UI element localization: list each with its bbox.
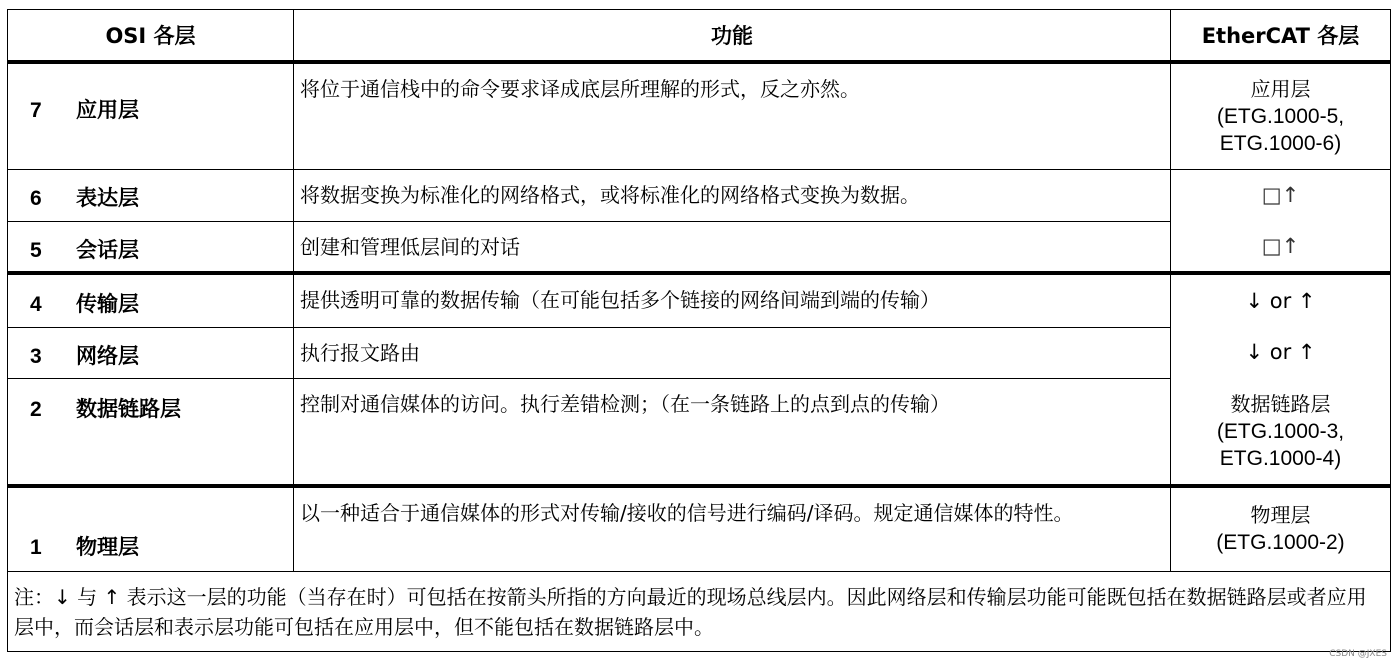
layer-name: 应用层 xyxy=(76,98,139,122)
layer-name: 会话层 xyxy=(76,237,139,262)
table-row xyxy=(8,486,1391,571)
ethercat-datalink-layer xyxy=(1171,378,1391,486)
watermark: CSDN @JXES xyxy=(1329,649,1387,659)
layer-cell xyxy=(8,378,294,486)
ethercat-arrow-cell xyxy=(1171,273,1391,327)
layer-name: 物理层 xyxy=(76,534,139,559)
up-arrow-icon: □↑ xyxy=(1261,233,1300,258)
table-note: 注：↓ 与 ↑ 表示这一层的功能（当存在时）可包括在按箭头所指的方向最近的现场总线层内。因此网络层和传输层功能可能既包括在数据链路层或者应用层中，而会话层和表示层功能可包括在应用层中，但不能包括在数据链路层中。 xyxy=(8,571,1391,651)
table-row xyxy=(8,62,1391,169)
ethercat-ref: (ETG.1000-3, xyxy=(1216,419,1345,443)
function-cell: 提供透明可靠的数据传输（在可能包括多个链接的网络间端到端的传输） xyxy=(294,273,1171,327)
osi-ethercat-table xyxy=(7,9,1391,652)
down-up-arrow-icon: ↓ or ↑ xyxy=(1245,340,1316,364)
ethercat-layer-name: 应用层 xyxy=(1250,76,1311,101)
layer-cell xyxy=(8,62,294,169)
table-row xyxy=(8,273,1391,327)
ethercat-ref: (ETG.1000-5, xyxy=(1216,104,1345,128)
table-row xyxy=(8,327,1391,378)
ethercat-layer-name: 数据链路层 xyxy=(1230,391,1331,416)
layer-cell xyxy=(8,221,294,273)
layer-cell xyxy=(8,273,294,327)
layer-cell xyxy=(8,327,294,378)
function-cell: 控制对通信媒体的访问。执行差错检测；（在一条链路上的点到点的传输） xyxy=(294,378,1171,486)
ethercat-arrow-cell xyxy=(1171,169,1391,221)
layer-number: 3 xyxy=(30,344,42,368)
layer-number: 6 xyxy=(30,186,42,210)
layer-number: 7 xyxy=(30,99,42,122)
layer-number: 5 xyxy=(30,238,42,262)
note-row xyxy=(8,571,1391,651)
ethercat-ref: ETG.1000-4) xyxy=(1219,446,1342,470)
layer-cell xyxy=(8,169,294,221)
down-up-arrow-icon: ↓ or ↑ xyxy=(1245,288,1316,313)
layer-name: 网络层 xyxy=(76,343,139,368)
ethercat-arrow-cell xyxy=(1171,221,1391,273)
table-row xyxy=(8,169,1391,221)
header-ethercat: EtherCAT 各层 xyxy=(1171,10,1391,63)
ethercat-arrow-cell xyxy=(1171,327,1391,378)
layer-name: 数据链路层 xyxy=(76,396,181,421)
ethercat-ref: ETG.1000-6) xyxy=(1219,131,1342,155)
layer-number: 4 xyxy=(30,293,42,316)
layer-name: 表达层 xyxy=(76,185,139,210)
function-cell: 创建和管理低层间的对话 xyxy=(294,221,1171,273)
up-arrow-icon: □↑ xyxy=(1261,182,1300,207)
function-cell: 执行报文路由 xyxy=(294,327,1171,378)
ethercat-ref: (ETG.1000-2) xyxy=(1216,531,1345,555)
ethercat-physical-layer xyxy=(1171,486,1391,571)
layer-number: 2 xyxy=(30,397,42,421)
table-row xyxy=(8,221,1391,273)
table-row xyxy=(8,378,1391,486)
function-cell: 将数据变换为标准化的网络格式，或将标准化的网络格式变换为数据。 xyxy=(294,169,1171,221)
layer-number: 1 xyxy=(30,535,42,559)
function-cell: 将位于通信栈中的命令要求译成底层所理解的形式，反之亦然。 xyxy=(294,62,1171,169)
ethercat-app-layer xyxy=(1171,62,1391,169)
layer-cell xyxy=(8,486,294,571)
header-row xyxy=(8,10,1391,63)
layer-name: 传输层 xyxy=(76,292,139,316)
ethercat-layer-name: 物理层 xyxy=(1250,503,1311,528)
header-function: 功能 xyxy=(294,10,1171,63)
header-osi: OSI 各层 xyxy=(8,10,294,63)
function-cell: 以一种适合于通信媒体的形式对传输/接收的信号进行编码/译码。规定通信媒体的特性。 xyxy=(294,486,1171,571)
